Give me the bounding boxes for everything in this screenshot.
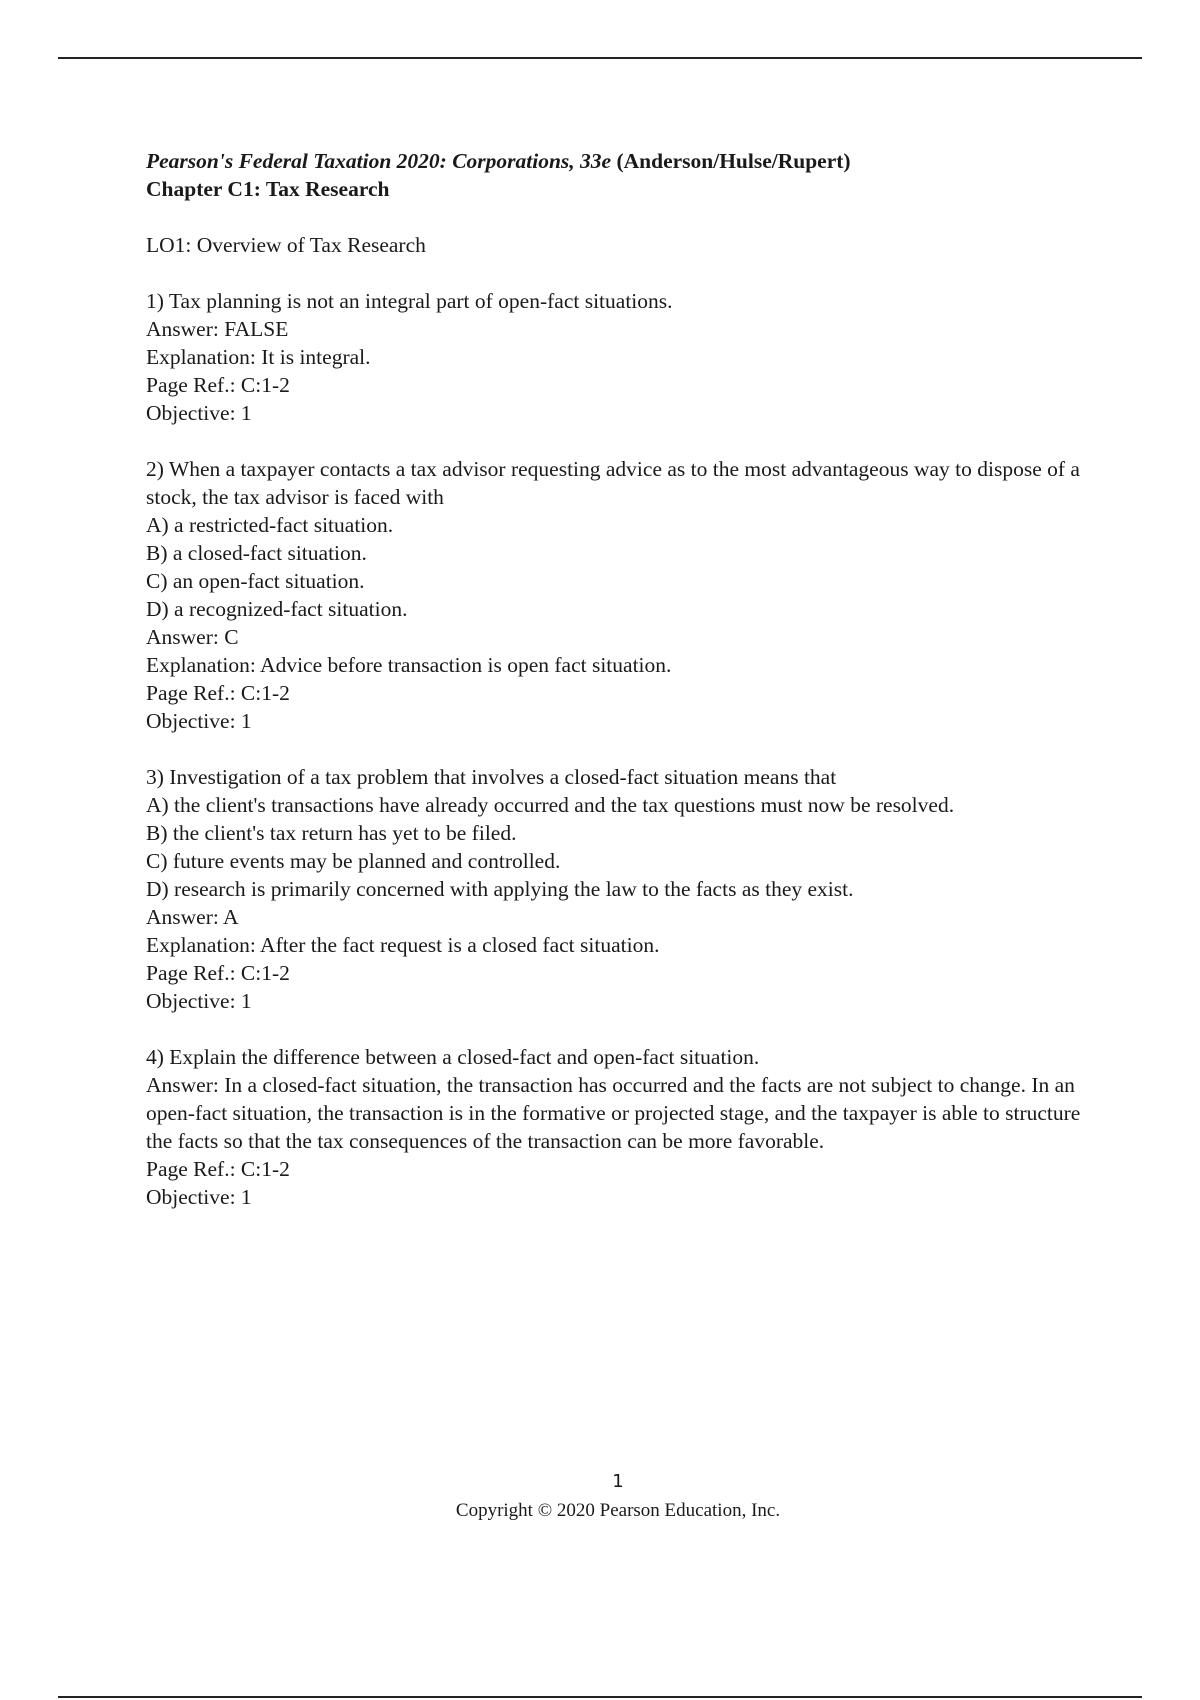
- question-prompt: 4) Explain the difference between a closed-fact and open-fact situation.: [146, 1045, 760, 1069]
- question-3: [146, 763, 1086, 1015]
- question-option: D) research is primarily concerned with applying the law to the facts as they exist.: [146, 877, 854, 901]
- question-prompt: 1) Tax planning is not an integral part of open-fact situations.: [146, 289, 673, 313]
- question-page-ref: Page Ref.: C:1-2: [146, 1157, 290, 1181]
- question-answer: Answer: C: [146, 625, 239, 649]
- question-option: B) the client's tax return has yet to be filed.: [146, 821, 517, 845]
- question-answer: Answer: FALSE: [146, 317, 289, 341]
- question-objective: Objective: 1: [146, 1185, 252, 1209]
- question-prompt: 3) Investigation of a tax problem that involves a closed-fact situation means that: [146, 765, 837, 789]
- section-heading: LO1: Overview of Tax Research: [146, 233, 426, 257]
- question-1: [146, 287, 1086, 427]
- question-answer: Answer: A: [146, 905, 239, 929]
- question-option: A) the client's transactions have already occurred and the tax questions must now be resolved.: [146, 793, 955, 817]
- question-option: C) future events may be planned and controlled.: [146, 849, 561, 873]
- question-option: D) a recognized-fact situation.: [146, 597, 408, 621]
- bottom-rule: [58, 1696, 1142, 1698]
- copyright-notice: Copyright © 2020 Pearson Education, Inc.: [455, 1500, 781, 1521]
- question-option: A) a restricted-fact situation.: [146, 513, 394, 537]
- book-authors: (Anderson/Hulse/Rupert): [611, 149, 851, 173]
- chapter-title: Chapter C1: Tax Research: [146, 177, 390, 201]
- book-title: [146, 147, 1086, 175]
- question-page-ref: Page Ref.: C:1-2: [146, 961, 290, 985]
- question-explanation: Explanation: It is integral.: [146, 345, 371, 369]
- page-number: 1: [612, 1471, 624, 1492]
- question-prompt: 2) When a taxpayer contacts a tax advisor requesting advice as to the most advantageous way to dispose of a stock, the tax advisor is faced with: [146, 457, 1080, 509]
- question-option: C) an open-fact situation.: [146, 569, 365, 593]
- question-option: B) a closed-fact situation.: [146, 541, 367, 565]
- question-objective: Objective: 1: [146, 401, 252, 425]
- question-explanation: Explanation: After the fact request is a closed fact situation.: [146, 933, 660, 957]
- question-objective: Objective: 1: [146, 709, 252, 733]
- question-page-ref: Page Ref.: C:1-2: [146, 681, 290, 705]
- top-rule: [58, 57, 1142, 59]
- question-4: [146, 1043, 1086, 1211]
- question-page-ref: Page Ref.: C:1-2: [146, 373, 290, 397]
- book-title-italic: Pearson's Federal Taxation 2020: Corporations, 33e: [146, 149, 612, 173]
- question-objective: Objective: 1: [146, 989, 252, 1013]
- question-answer: Answer: In a closed-fact situation, the transaction has occurred and the facts are not subject to change. In an open-fact situation, the transaction is in the formative or projected stage, and the taxpayer is able to structure the facts so that the tax consequences of the transaction can be more favorable.: [146, 1073, 1081, 1153]
- question-explanation: Explanation: Advice before transaction is open fact situation.: [146, 653, 672, 677]
- page-content: [146, 147, 1086, 1211]
- question-2: [146, 455, 1086, 735]
